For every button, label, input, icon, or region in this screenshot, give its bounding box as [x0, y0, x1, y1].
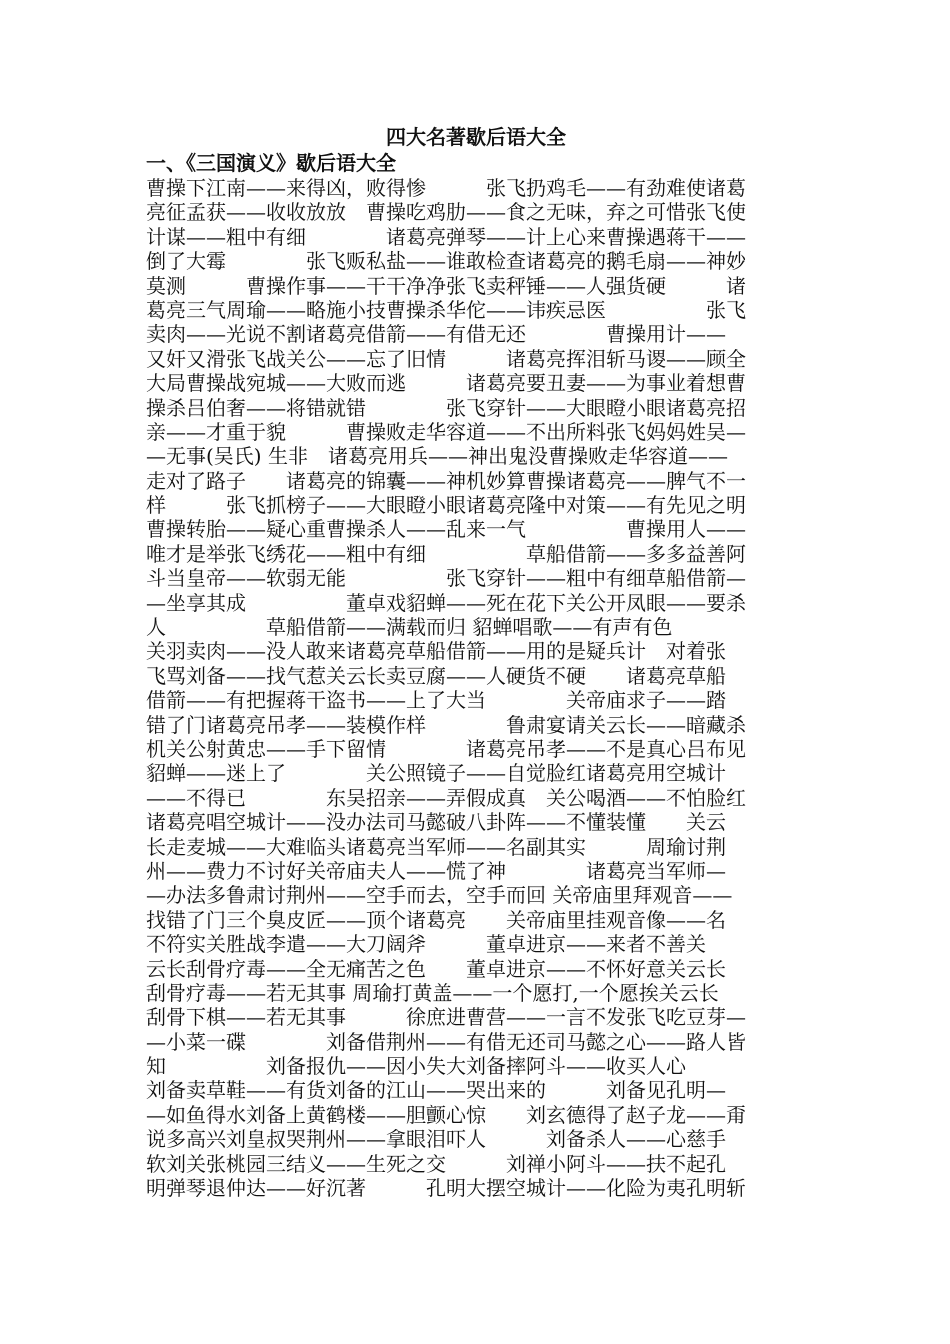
- text-line: 长走麦城——大难临头诸葛亮当军师——名副其实 周瑜讨荆: [146, 834, 726, 859]
- text-line: 曹操下江南——来得凶，败得惨 张飞扔鸡毛——有劲难使诸葛: [146, 176, 746, 200]
- text-line: —小菜一碟 刘备借荆州——有借无还司马懿之心——路人皆: [146, 1029, 746, 1054]
- text-line: 人 草船借箭——满载而归 貂蝉唱歌——有声有色: [146, 615, 673, 640]
- text-line: 飞骂刘备——找气惹关云长卖豆腐——人硬货不硬 诸葛亮草船: [146, 663, 726, 688]
- text-line: 莫测 曹操作事——干干净净张飞卖秤锤——人强货硬 诸: [146, 273, 746, 298]
- text-line: —办法多鲁肃讨荆州——空手而去，空手而回 关帝庙里拜观音——: [146, 883, 733, 908]
- body-text: [146, 176, 806, 1200]
- text-line: 说多高兴刘皇叔哭荆州——拿眼泪吓人 刘备杀人——心慈手: [146, 1127, 726, 1152]
- text-line: 卖肉——光说不割诸葛亮借箭——有借无还 曹操用计——: [146, 322, 726, 347]
- text-line: 机关公射黄忠——手下留情 诸葛亮吊孝——不是真心吕布见: [146, 736, 746, 761]
- document-content: [146, 124, 806, 1200]
- text-line: 不符实关胜战李遣——大刀阔斧 董卓进京——来者不善关: [146, 932, 706, 957]
- text-line: ——不得已 东吴招亲——弄假成真 关公喝酒——不怕脸红: [146, 785, 746, 810]
- text-line: 知 刘备报仇——因小失大刘备摔阿斗——收买人心: [146, 1054, 686, 1079]
- document-title: 四大名著歇后语大全: [386, 125, 566, 149]
- text-line: 云长刮骨疗毒——全无痛苦之色 董卓进京——不怀好意关云长: [146, 956, 726, 981]
- text-line: 刮骨下棋——若无其事 徐庶进曹营——一言不发张飞吃豆芽—: [146, 1005, 746, 1030]
- text-line: 明弹琴退仲达——好沉著 孔明大摆空城计——化险为夷孔明斩: [146, 1176, 746, 1201]
- text-line: 刮骨疗毒——若无其事 周瑜打黄盖——一个愿打,一个愿挨关云长: [146, 980, 719, 1005]
- text-line: 貂蝉——迷上了 关公照镜子——自觉脸红诸葛亮用空城计: [146, 761, 726, 786]
- text-line: 又奸又滑张飞战关公——忘了旧情 诸葛亮挥泪斩马谡——顾全: [146, 346, 746, 371]
- text-line: 曹操转胎——疑心重曹操杀人——乱来一气 曹操用人——: [146, 517, 746, 542]
- text-line: 亲——才重于貌 曹操败走华容道——不出所料张飞妈妈姓吴—: [146, 419, 746, 444]
- text-line: —无事(吴氏) 生非 诸葛亮用兵——神出鬼没曹操败走华容道——: [146, 444, 728, 469]
- text-line: 借箭——有把握蒋干盗书——上了大当 关帝庙求子——踏: [146, 688, 726, 713]
- section-heading: 一、《三国演义》歇后语大全: [146, 151, 396, 175]
- text-line: 走对了路子 诸葛亮的锦囊——神机妙算曹操诸葛亮——脾气不一: [146, 468, 746, 493]
- text-line: —如鱼得水刘备上黄鹤楼——胆颤心惊 刘玄德得了赵子龙——甭: [146, 1102, 746, 1127]
- text-line: 州——费力不讨好关帝庙夫人——慌了神 诸葛亮当军师—: [146, 858, 726, 883]
- text-line: 样 张飞抓榜子——大眼瞪小眼诸葛亮隆中对策——有先见之明: [146, 493, 746, 518]
- text-line: 软刘关张桃园三结义——生死之交 刘禅小阿斗——扶不起孔: [146, 1151, 726, 1176]
- text-line: 倒了大霉 张飞贩私盐——谁敢检查诸葛亮的鹅毛扇——神妙: [146, 249, 746, 274]
- text-line: 刘备卖草鞋——有货刘备的江山——哭出来的 刘备见孔明—: [146, 1078, 726, 1103]
- text-line: 关羽卖肉——没人敢来诸葛亮草船借箭——用的是疑兵计 对着张: [146, 639, 726, 664]
- text-line: 操杀吕伯奢——将错就错 张飞穿针——大眼瞪小眼诸葛亮招: [146, 395, 746, 420]
- text-line: 葛亮三气周瑜——略施小技曹操杀华佗——讳疾忌医 张飞: [146, 297, 746, 322]
- text-line: 大局曹操战宛城——大败而逃 诸葛亮要丑妻——为事业着想曹: [146, 371, 746, 396]
- text-line: 亮征孟获——收收放放 曹操吃鸡肋——食之无味，弃之可惜张飞使: [146, 200, 746, 225]
- text-line: 诸葛亮唱空城计——没办法司马懿破八卦阵——不懂装懂 关云: [146, 810, 726, 835]
- text-line: 找错了门三个臭皮匠——顶个诸葛亮 关帝庙里挂观音像——名: [146, 907, 726, 932]
- text-line: 错了门诸葛亮吊孝——装模作样 鲁肃宴请关云长——暗藏杀: [146, 712, 746, 737]
- text-line: —坐享其成 董卓戏貂蝉——死在花下关公开凤眼——要杀: [146, 590, 746, 615]
- text-line: 斗当皇帝——软弱无能 张飞穿针——粗中有细草船借箭—: [146, 566, 746, 591]
- text-line: 唯才是举张飞绣花——粗中有细 草船借箭——多多益善阿: [146, 541, 746, 566]
- text-line: 计谋——粗中有细 诸葛亮弹琴——计上心来曹操遇蒋干——: [146, 224, 746, 249]
